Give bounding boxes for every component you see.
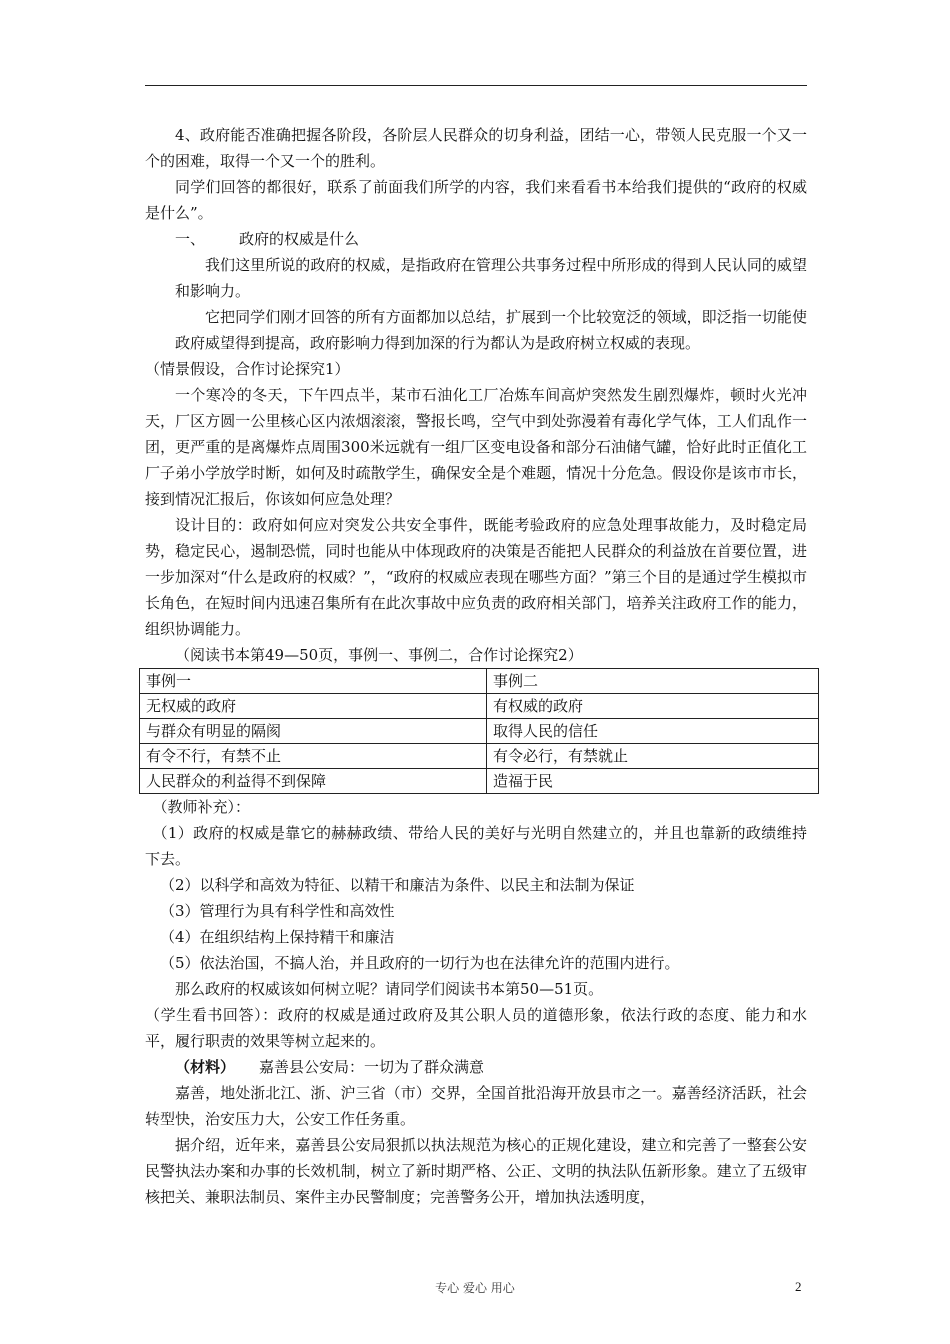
table-row	[140, 719, 819, 744]
list-item: （1）政府的权威是靠它的赫赫政绩、带给人民的美好与光明自然建立的，并且也靠新的政绩维持下去。	[145, 824, 807, 868]
paragraph-definition: 我们这里所说的政府的权威，是指政府在管理公共事务过程中所形成的得到人民认同的威望和影响力。	[175, 256, 807, 300]
table-row	[140, 694, 819, 719]
paragraph-scenario-label: （情景假设，合作讨论探究1）	[145, 360, 350, 378]
table-row	[140, 769, 819, 794]
comparison-table	[139, 668, 819, 794]
table-cell: 无权威的政府	[140, 694, 487, 719]
table-row	[140, 744, 819, 769]
list-item: （4）在组织结构上保持精干和廉洁	[160, 928, 395, 946]
paragraph-question: 那么政府的权威该如何树立呢？请同学们阅读书本第50—51页。	[175, 980, 604, 998]
table-header-cell: 事例二	[487, 669, 819, 694]
material-tag: （材料）	[175, 1058, 236, 1076]
table-cell: 人民群众的利益得不到保障	[140, 769, 487, 794]
paragraph-transition: 同学们回答的都很好，联系了前面我们所学的内容，我们来看看书本给我们提供的“政府的权威是什么”。	[145, 178, 807, 222]
material-title: 嘉善县公安局：一切为了群众满意	[259, 1058, 485, 1076]
material-heading	[145, 1054, 807, 1080]
table-cell: 造福于民	[487, 769, 819, 794]
table-cell: 有令必行，有禁就止	[487, 744, 819, 769]
header-rule	[145, 85, 807, 86]
table-header-cell: 事例一	[140, 669, 487, 694]
paragraph-point-4: 4、政府能否准确把握各阶段，各阶层人民群众的切身利益，团结一心，带领人民克服一个又一个的困难，取得一个又一个的胜利。	[145, 126, 807, 170]
table-cell: 有令不行，有禁不止	[140, 744, 487, 769]
page-number: 2	[795, 1279, 802, 1294]
paragraph-design-purpose: 设计目的：政府如何应对突发公共安全事件，既能考验政府的应急处理事故能力，及时稳定局势，稳定民心，遏制恐慌，同时也能从中体现政府的决策是否能把人民群众的利益放在首要位置，进一步加深对“什么是政府的权威？”，“政府的权威应表现在哪些方面？”第三个目的是通过学生模拟市长角色，在短时间内迅速召集所有在此次事故中应负责的政府相关部门，培养关注政府工作的能力，组织协调能力。	[145, 516, 807, 638]
table-header-row	[140, 669, 819, 694]
footer-motto: 专心 爱心 用心	[435, 1281, 515, 1295]
section-heading-text: 政府的权威是什么	[239, 230, 360, 248]
paragraph-student-answer: （学生看书回答）：政府的权威是通过政府及其公职人员的道德形象，依法行政的态度、能力和水平，履行职责的效果等树立起来的。	[145, 1006, 807, 1050]
paragraph-material-intro: 嘉善，地处浙北江、浙、沪三省（市）交界，全国首批沿海开放县市之一。嘉善经济活跃，社会转型快，治安压力大，公安工作任务重。	[145, 1084, 807, 1128]
paragraph-scenario: 一个寒冷的冬天，下午四点半，某市石油化工厂冶炼车间高炉突然发生剧烈爆炸，顿时火光冲天，厂区方圆一公里核心区内浓烟滚滚，警报长鸣，空气中到处弥漫着有毒化学气体，工人们乱作一团，更严重的是离爆炸点周围300米远就有一组厂区变电设备和部分石油储气罐，恰好此时正值化工厂子弟小学放学时断，如何及时疏散学生，确保安全是个难题，情况十分危急。假设你是该市市长，接到情况汇报后，你该如何应急处理？	[145, 386, 807, 508]
paragraph-reading-task: （阅读书本第49—50页，事例一、事例二，合作讨论探究2）	[175, 646, 583, 664]
list-item: （3）管理行为具有科学性和高效性	[160, 902, 395, 920]
section-heading-number: 一、	[175, 230, 206, 248]
table-cell: 有权威的政府	[487, 694, 819, 719]
list-item: （5）依法治国，不搞人治，并且政府的一切行为也在法律允许的范围内进行。	[160, 954, 680, 972]
table-cell: 与群众有明显的隔阂	[140, 719, 487, 744]
paragraph-material-body: 据介绍，近年来，嘉善县公安局狠抓以执法规范为核心的正规化建设，建立和完善了一整套公安民警执法办案和办事的长效机制，树立了新时期严格、公正、文明的执法队伍新形象。建立了五级审核把关、兼职法制员、案件主办民警制度；完善警务公开，增加执法透明度，	[145, 1136, 807, 1206]
table-cell: 取得人民的信任	[487, 719, 819, 744]
section-heading	[145, 226, 807, 252]
document-body	[145, 122, 807, 1210]
list-item: （2）以科学和高效为特征、以精干和廉洁为条件、以民主和法制为保证	[160, 876, 635, 894]
paragraph-teacher-supplement: （教师补充）：	[152, 798, 251, 816]
paragraph-summary: 它把同学们刚才回答的所有方面都加以总结，扩展到一个比较宽泛的领域，即泛指一切能使政府威望得到提高，政府影响力得到加深的行为都认为是政府树立权威的表现。	[175, 308, 807, 352]
